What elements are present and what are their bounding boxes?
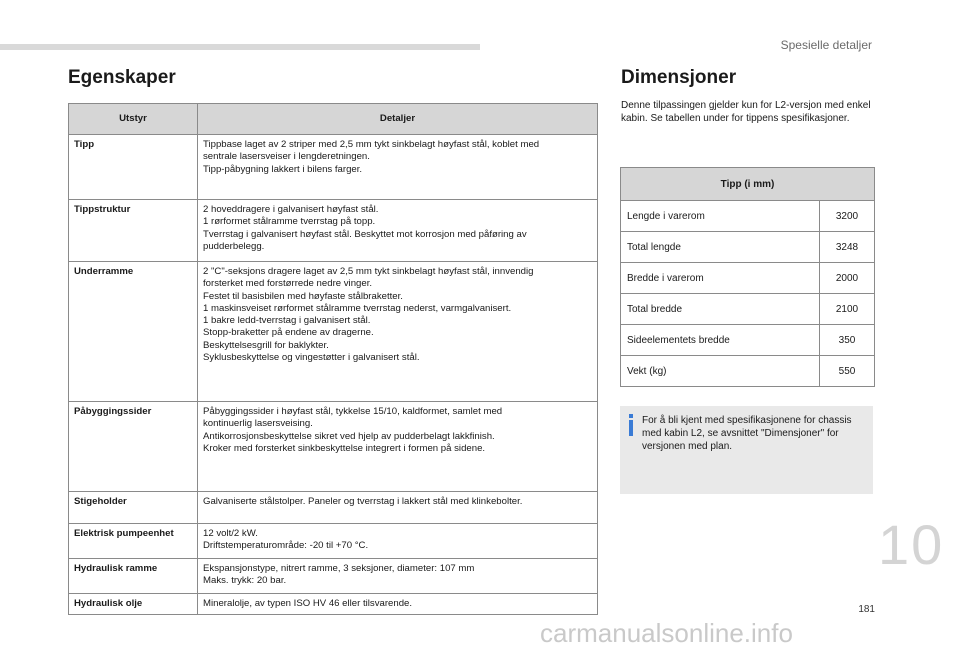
- details-line: 2 "C"-seksjons dragere laget av 2,5 mm tykt sinkbelagt høyfast stål, innvendig: [203, 266, 534, 277]
- details-line: 1 maskinsveiset rørformet stålramme tverrstag nederst, varmgalvanisert.: [203, 302, 512, 314]
- details-line: Syklusbeskyttelse og vingestøtter i galvanisert stål.: [203, 352, 420, 364]
- details-line: forsterket med forstørrede nedre vinger.: [203, 278, 373, 290]
- details-cell: [198, 402, 598, 492]
- details-line: Mineralolje, av typen ISO HV 46 eller tilsvarende.: [203, 598, 413, 609]
- header-bar: [0, 44, 480, 50]
- details-line: Antikorrosjonsbeskyttelse sikret ved hjelp av pudderbelagt lakkfinish.: [203, 430, 495, 442]
- details-line: Tverrstag i galvanisert høyfast stål. Beskyttet mot korrosjon med påføring av: [203, 228, 527, 240]
- column-header-equipment: Utstyr: [69, 104, 198, 135]
- dimension-label: Total bredde: [621, 294, 820, 325]
- details-cell: [198, 594, 598, 615]
- section-label: Spesielle detaljer: [780, 38, 872, 52]
- dimension-row: [621, 325, 875, 356]
- details-line: Ekspansjonstype, nitrert ramme, 3 seksjoner, diameter: 107 mm: [203, 563, 475, 574]
- dimension-value: 2100: [820, 294, 875, 325]
- details-line: Stopp-braketter på endene av dragerne.: [203, 327, 374, 339]
- dimension-value: 350: [820, 325, 875, 356]
- dimension-label: Sideelementets bredde: [621, 325, 820, 356]
- equipment-cell: Hydraulisk ramme: [69, 559, 198, 594]
- details-line: 1 bakre ledd-tverrstag i galvanisert stål.: [203, 315, 371, 327]
- dimensions-table-title: Tipp (i mm): [621, 168, 875, 201]
- table-row: [69, 524, 598, 559]
- info-text: For å bli kjent med spesifikasjonene for chassis med kabin L2, se avsnittet "Dimensjoner" for versjonen med plan.: [642, 415, 852, 452]
- details-line: 1 rørformet stålramme tverrstag på topp.: [203, 216, 376, 228]
- info-icon: [626, 414, 636, 436]
- details-line: Maks. trykk: 20 bar.: [203, 575, 287, 587]
- equipment-cell: Stigeholder: [69, 492, 198, 524]
- equipment-cell: Elektrisk pumpeenhet: [69, 524, 198, 559]
- details-line: pudderbelegg.: [203, 240, 265, 252]
- dimension-row: [621, 294, 875, 325]
- dimension-label: Lengde i varerom: [621, 201, 820, 232]
- details-cell: [198, 262, 598, 402]
- table-row: [69, 135, 598, 200]
- details-line: Beskyttelsesgrill for baklykter.: [203, 339, 329, 351]
- details-line: 2 hoveddragere i galvanisert høyfast stål.: [203, 204, 379, 215]
- dimension-label: Total lengde: [621, 232, 820, 263]
- details-line: 12 volt/2 kW.: [203, 528, 258, 539]
- dimensions-header-row: [621, 168, 875, 201]
- dimension-row: [621, 263, 875, 294]
- details-cell: [198, 524, 598, 559]
- equipment-cell: Underramme: [69, 262, 198, 402]
- table-row: [69, 492, 598, 524]
- dimension-label: Bredde i varerom: [621, 263, 820, 294]
- dimensions-intro: Denne tilpassingen gjelder kun for L2-versjon med enkel kabin. Se tabellen under for tippens spesifikasjoner.: [621, 100, 871, 124]
- details-line: Galvaniserte stålstolper. Paneler og tverrstag i lakkert stål med klinkebolter.: [203, 496, 523, 507]
- table-row: [69, 559, 598, 594]
- details-line: Tipp-påbygning lakkert i bilens farger.: [203, 163, 363, 175]
- dimension-value: 550: [820, 356, 875, 387]
- table-row: [69, 402, 598, 492]
- dimension-value: 3200: [820, 201, 875, 232]
- details-cell: [198, 200, 598, 262]
- table-header-row: [69, 104, 598, 135]
- details-cell: [198, 135, 598, 200]
- dimensions-table: [620, 167, 875, 387]
- table-row: [69, 262, 598, 402]
- info-box: [620, 406, 873, 494]
- watermark: carmanualsonline.info: [540, 618, 793, 648]
- details-line: kontinuerlig lasersveising.: [203, 418, 313, 430]
- page-number: 181: [858, 604, 875, 615]
- equipment-cell: Påbyggingssider: [69, 402, 198, 492]
- chapter-number: 10: [878, 513, 945, 576]
- details-line: Driftstemperaturområde: -20 til +70 °C.: [203, 540, 369, 552]
- equipment-cell: Tipp: [69, 135, 198, 200]
- dimension-row: [621, 356, 875, 387]
- equipment-cell: Tippstruktur: [69, 200, 198, 262]
- features-title: Egenskaper: [68, 67, 176, 88]
- details-line: sentrale lasersveiser i lengderetningen.: [203, 151, 370, 163]
- column-header-details: Detaljer: [198, 104, 598, 135]
- dimension-value: 2000: [820, 263, 875, 294]
- details-line: Påbyggingssider i høyfast stål, tykkelse 15/10, kaldformet, samlet med: [203, 406, 503, 417]
- details-line: Tippbase laget av 2 striper med 2,5 mm tykt sinkbelagt høyfast stål, koblet med: [203, 139, 540, 150]
- dimension-row: [621, 232, 875, 263]
- details-cell: [198, 492, 598, 524]
- table-row: [69, 200, 598, 262]
- details-line: Kroker med forsterket sinkbeskyttelse integrert i formen på sidene.: [203, 442, 486, 454]
- table-row: [69, 594, 598, 615]
- equipment-cell: Hydraulisk olje: [69, 594, 198, 615]
- dimension-label: Vekt (kg): [621, 356, 820, 387]
- features-table: [68, 103, 598, 615]
- dimension-value: 3248: [820, 232, 875, 263]
- dimension-row: [621, 201, 875, 232]
- dimensions-title: Dimensjoner: [621, 67, 737, 88]
- details-cell: [198, 559, 598, 594]
- details-line: Festet til basisbilen med høyfaste stålbraketter.: [203, 290, 403, 302]
